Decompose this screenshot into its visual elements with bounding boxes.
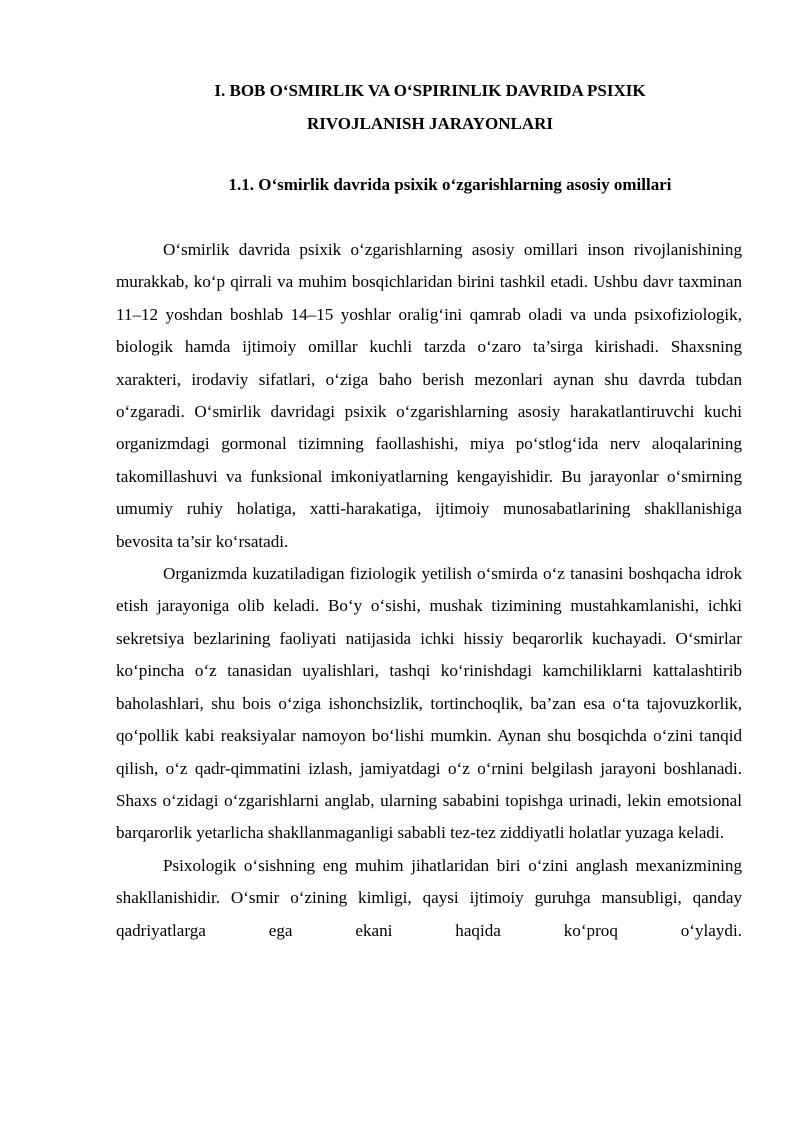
chapter-title-line-2: RIVOJLANISH JARAYONLARI — [306, 114, 554, 133]
chapter-title-line-1: I. BOB O‘SMIRLIK VA O‘SPIRINLIK DAVRIDA PSIXIK — [214, 81, 646, 100]
paragraph-1: O‘smirlik davrida psixik o‘zgarishlarning asosiy omillari inson rivojlanishining murakkab, ko‘p qirrali va muhim bosqichlaridan birini tashkil etadi. Ushbu davr taxminan 11–12 yoshdan boshlab 14–15 yoshlar oralig‘ini qamrab oladi va unda psixofiziologik, biologik hamda ijtimoiy omillar kuchli tarzda o‘zaro ta’sirga kirishadi. Shaxsning xarakteri, irodaviy sifatlari, o‘ziga baho berish mezonlari aynan shu davrda tubdan o‘zgaradi. O‘smirlik davridagi psixik o‘zgarishlarning asosiy harakatlantiruvchi kuchi organizmdagi gormonal tizimning faollashishi, miya po‘stlog‘ida nerv aloqalarining takomillashuvi va funksional imkoniyatlarning kengayishidir. Bu jarayonlar o‘smirning umumiy ruhiy holatiga, xatti-harakatiga, ijtimoiy munosabatlarining shakllanishiga bevosita ta’sir ko‘rsatadi. — [116, 240, 742, 551]
paragraph-2: Organizmda kuzatiladigan fiziologik yetilish o‘smirda o‘z tanasini boshqacha idrok etish jarayoniga olib keladi. Bo‘y o‘sishi, mushak tizimining mustahkamlanishi, ichki sekretsiya bezlarining faoliyati natijasida ichki hissiy beqarorlik kuchayadi. O‘smirlar ko‘pincha o‘z tanasidan uyalishlari, tashqi ko‘rinishdagi kamchiliklarni kattalashtirib baholashlari, shu bois o‘ziga ishonchsizlik, tortinchoqlik, ba’zan esa o‘ta tajovuzkorlik, qo‘pollik kabi reaksiyalar namoyon bo‘lishi mumkin. Aynan shu bosqichda o‘zini tanqid qilish, o‘z qadr-qimmatini izlash, jamiyatdagi o‘z o‘rnini belgilash jarayoni boshlanadi. Shaxs o‘zidagi o‘zgarishlarni anglab, ularning sababini topishga urinadi, lekin emotsional barqarorlik yetarlicha shakllanmaganligi sababli tez-tez ziddiyatli holatlar yuzaga keladi. — [116, 564, 742, 843]
paragraph-3: Psixologik o‘sishning eng muhim jihatlaridan biri o‘zini anglash mexanizmining shakllanishidir. O‘smir o‘zining kimligi, qaysi ijtimoiy guruhga mansubligi, qanday qadriyatlarga ega ekani haqida ko‘proq o‘ylaydi. — [116, 855, 742, 940]
section-title: 1.1. O‘smirlik davrida psixik o‘zgarishlarning asosiy omillari — [228, 175, 672, 194]
chapter-title — [150, 74, 710, 140]
body-text — [116, 234, 742, 947]
